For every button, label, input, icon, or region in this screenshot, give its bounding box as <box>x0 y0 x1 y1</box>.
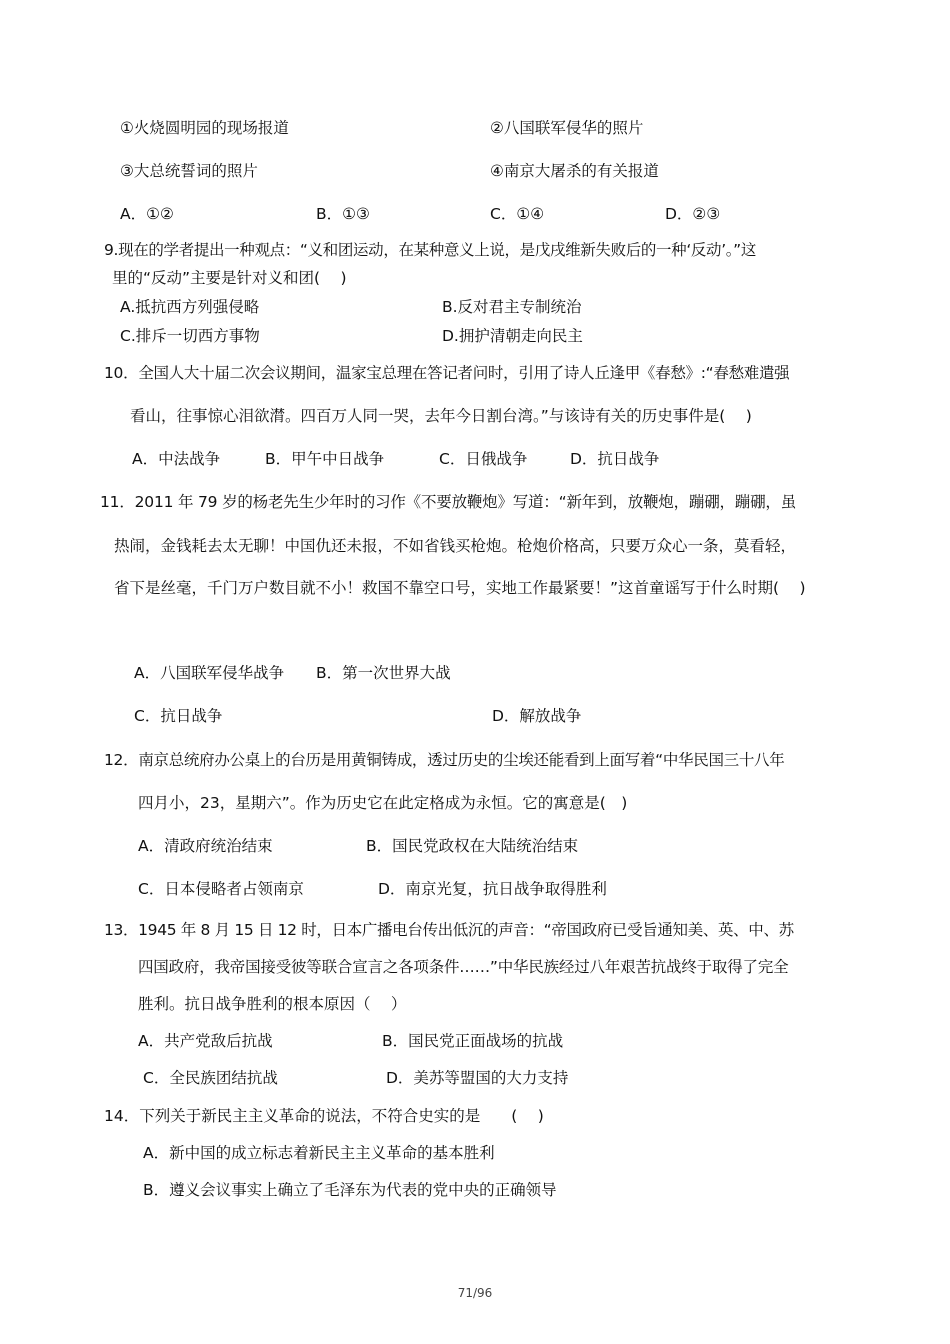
q10-option-d: D．抗日战争 <box>570 450 660 468</box>
q11-option-d: D．解放战争 <box>492 707 582 725</box>
q12-option-b: B．国民党政权在大陆统治结束 <box>366 837 579 855</box>
q12-option-c: C．日本侵略者占领南京 <box>138 880 304 898</box>
q8-item-1: ①火烧圆明园的现场报道 <box>120 119 289 137</box>
q9-option-c: C.排斥一切西方事物 <box>120 327 260 345</box>
q13-stem-line-3: 胜利。抗日战争胜利的根本原因（ ） <box>138 995 407 1013</box>
q14-stem-line-1: 14．下列关于新民主主义革命的说法，不符合史实的是 ( ) <box>104 1107 544 1125</box>
q13-option-a: A．共产党敌后抗战 <box>138 1032 273 1050</box>
q11-stem-line-2: 热闹，金钱耗去太无聊！中国仇还未报，不如省钱买枪炮。枪炮价格高，只要万众心一条，莫看轻， <box>114 537 797 555</box>
q10-stem-line-2: 看山，往事惊心泪欲潸。四百万人同一哭，去年今日割台湾。”与该诗有关的历史事件是( ) <box>130 407 752 425</box>
q11-option-b: B．第一次世界大战 <box>316 664 451 682</box>
q11-option-a: A．八国联军侵华战争 <box>134 664 285 682</box>
q14-option-b: B．遵义会议事实上确立了毛泽东为代表的党中央的正确领导 <box>143 1181 557 1199</box>
q14-option-a: A．新中国的成立标志着新民主主义革命的基本胜利 <box>143 1144 495 1162</box>
q9-option-a: A.抵抗西方列强侵略 <box>120 298 260 316</box>
page-number: 71/96 <box>457 1286 493 1300</box>
q12-option-a: A．清政府统治结束 <box>138 837 273 855</box>
q13-option-c: C．全民族团结抗战 <box>143 1069 278 1087</box>
q11-stem-line-3: 省下是丝毫，千门万户数目就不小！救国不靠空口号，实地工作最紧要！”这首童谣写于什么时期( ) <box>114 579 806 597</box>
q10-option-b: B．甲午中日战争 <box>265 450 385 468</box>
q12-option-d: D．南京光复，抗日战争取得胜利 <box>378 880 607 898</box>
q13-option-d: D．美苏等盟国的大力支持 <box>386 1069 569 1087</box>
q8-option-d: D．②③ <box>665 205 721 223</box>
q13-stem-line-1: 13．1945 年 8 月 15 日 12 时，日本广播电台传出低沉的声音：“帝国政府已受旨通知美、英、中、苏 <box>104 921 794 939</box>
q9-option-d: D.拥护清朝走向民主 <box>442 327 583 345</box>
q8-item-2: ②八国联军侵华的照片 <box>490 119 644 137</box>
q10-option-a: A．中法战争 <box>132 450 221 468</box>
q9-stem-line-1: 9.现在的学者提出一种观点：“义和团运动，在某种意义上说，是戊戌维新失败后的一种‘反动’。”这 <box>104 241 757 259</box>
q11-stem-line-1: 11．2011 年 79 岁的杨老先生少年时的习作《不要放鞭炮》写道：“新年到，放鞭炮，蹦硼，蹦硼，虽 <box>100 493 797 511</box>
q12-stem-line-2: 四月小，23，星期六”。作为历史它在此定格成为永恒。它的寓意是( ) <box>138 794 628 812</box>
q11-option-c: C．抗日战争 <box>134 707 223 725</box>
q12-stem-line-1: 12．南京总统府办公桌上的台历是用黄铜铸成，透过历史的尘埃还能看到上面写着“中华民国三十八年 <box>104 751 785 769</box>
q13-option-b: B．国民党正面战场的抗战 <box>382 1032 564 1050</box>
q8-option-c: C．①④ <box>490 205 545 223</box>
q10-stem-line-1: 10．全国人大十届二次会议期间，温家宝总理在答记者问时，引用了诗人丘逢甲《春愁》:“春愁难遣强 <box>104 364 790 382</box>
q13-stem-line-2: 四国政府，我帝国接受彼等联合宣言之各项条件……”中华民族经过八年艰苦抗战终于取得了完全 <box>138 958 789 976</box>
q8-item-3: ③大总统誓词的照片 <box>120 162 258 180</box>
q8-item-4: ④南京大屠杀的有关报道 <box>490 162 659 180</box>
q8-option-b: B．①③ <box>316 205 370 223</box>
q10-option-c: C．日俄战争 <box>439 450 528 468</box>
q9-option-b: B.反对君主专制统治 <box>442 298 582 316</box>
q9-stem-line-2: 里的“反动”主要是针对义和团( ) <box>112 269 347 287</box>
q8-option-a: A．①② <box>120 205 174 223</box>
